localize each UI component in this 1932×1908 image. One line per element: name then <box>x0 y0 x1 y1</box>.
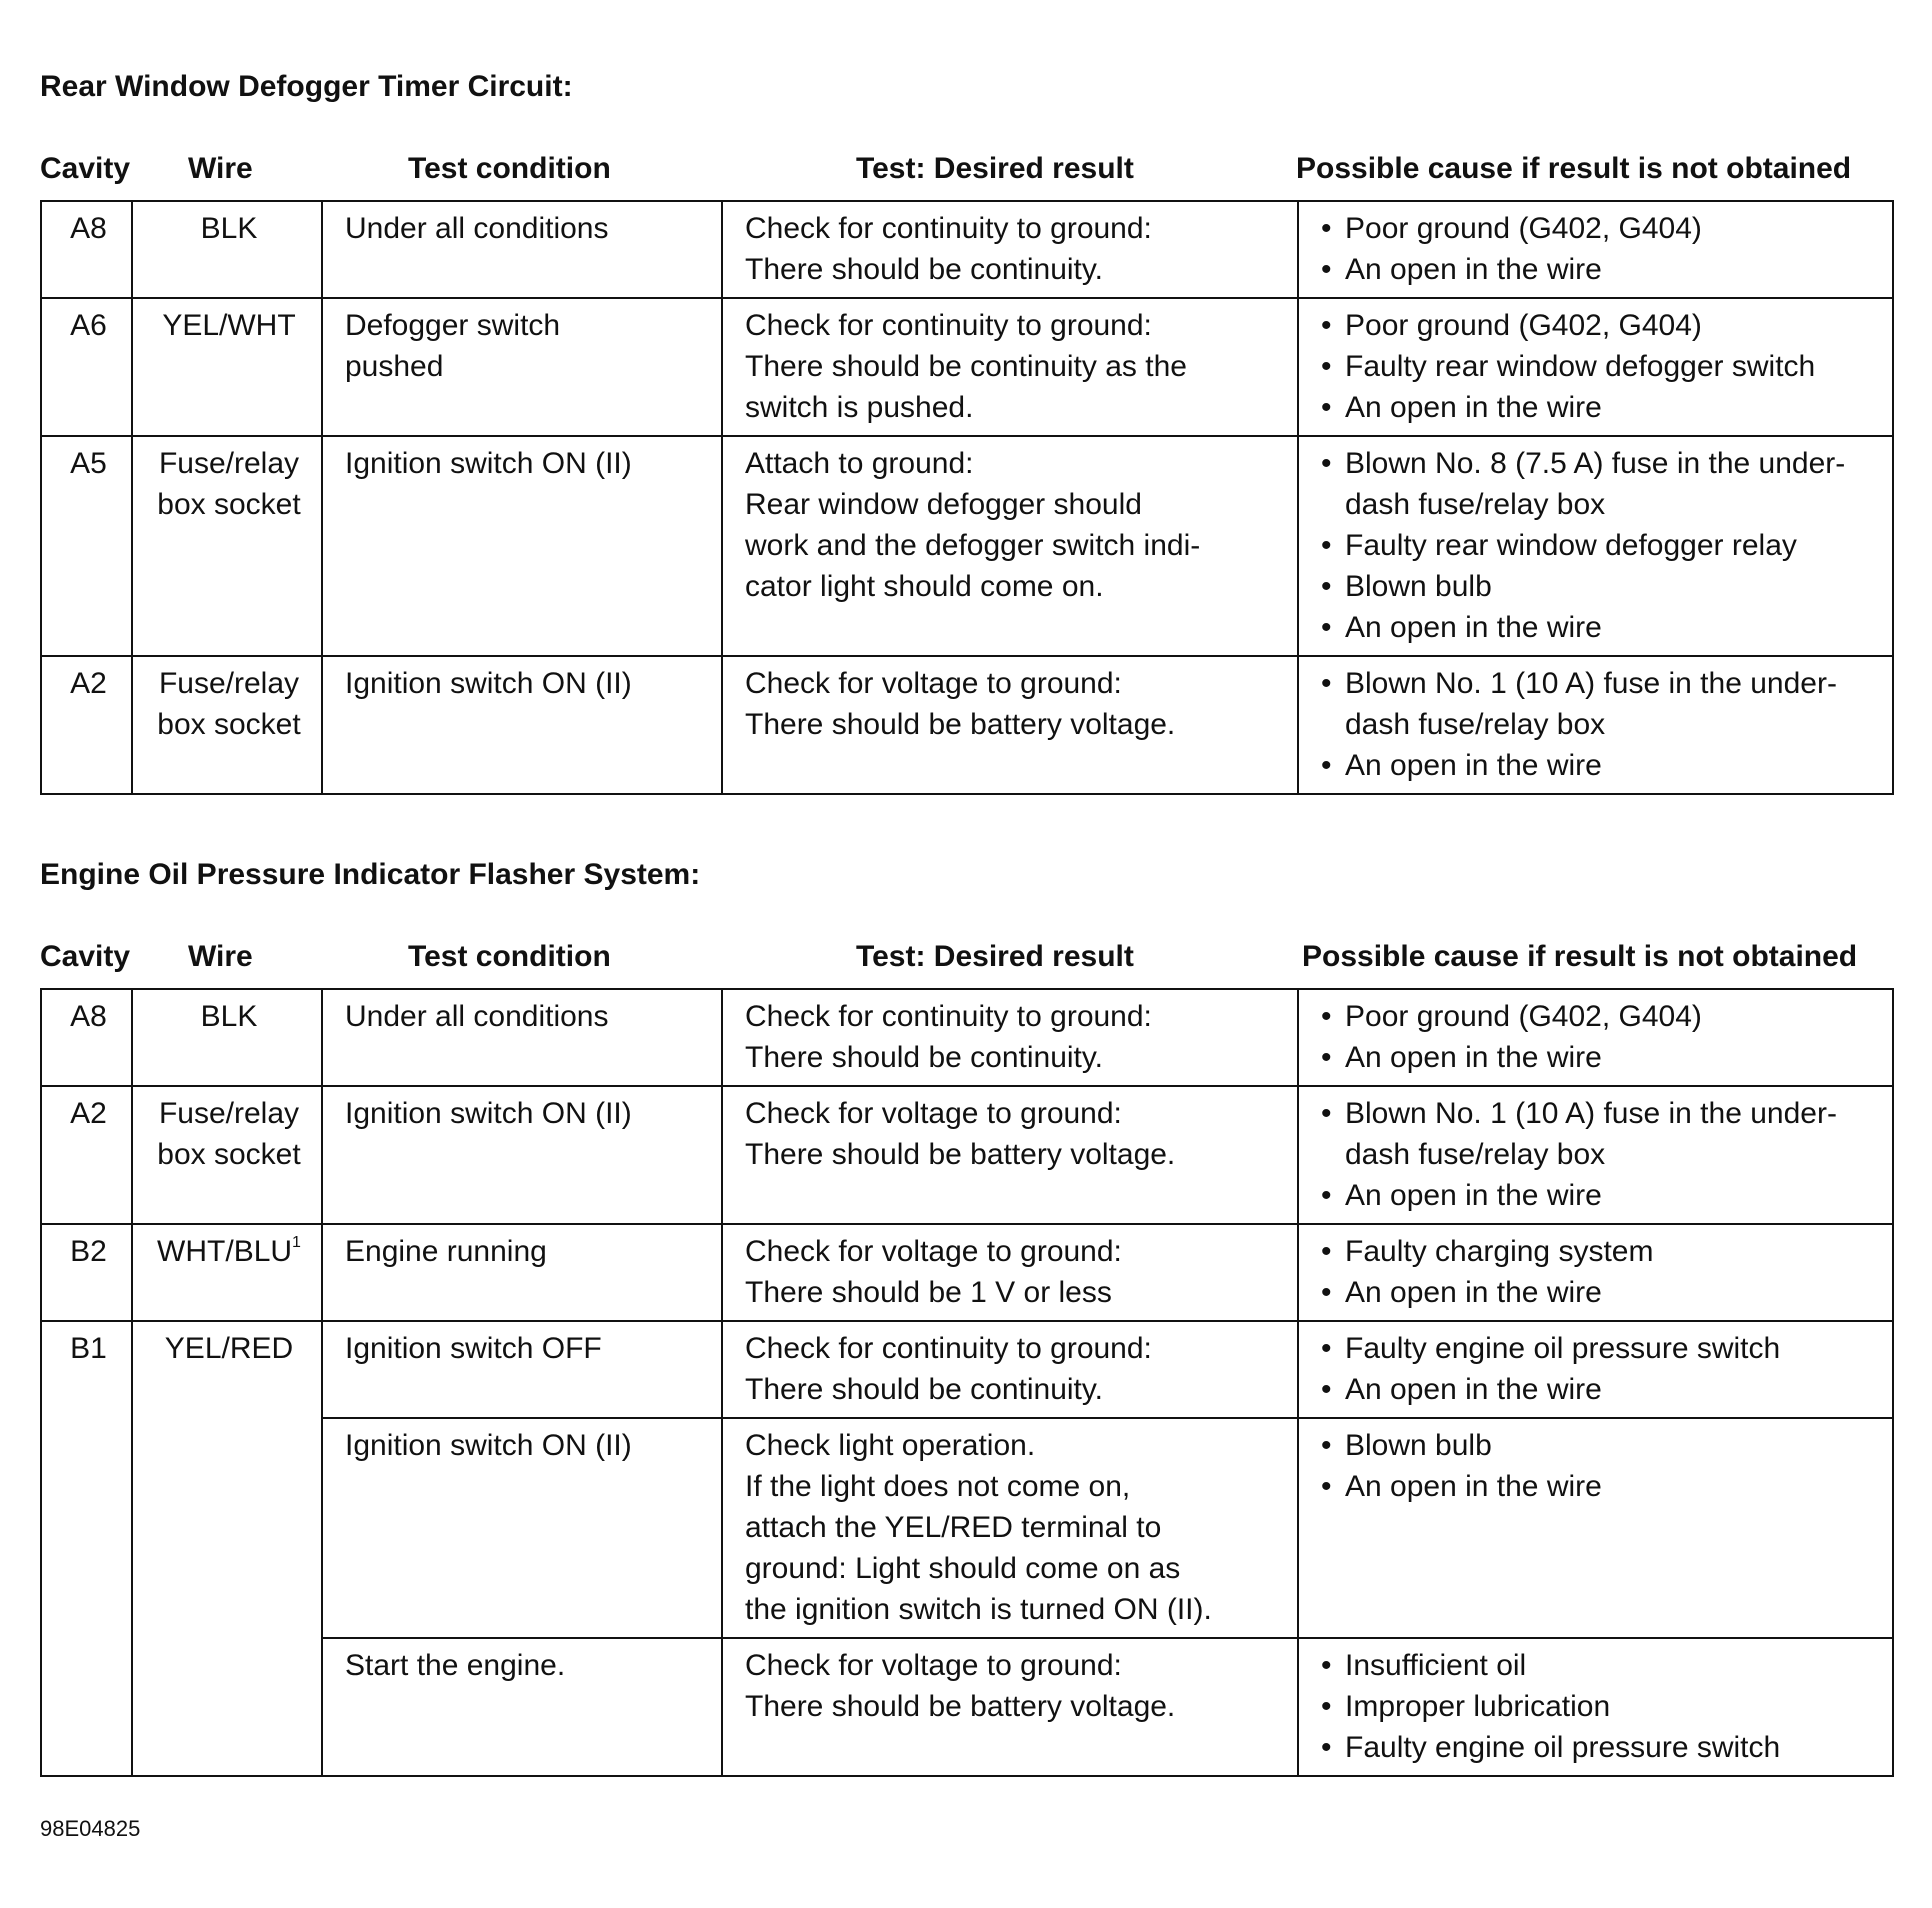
cause-item: • Blown No. 1 (10 A) fuse in the under-dash fuse/relay box <box>1321 1093 1874 1175</box>
cause-item: • An open in the wire <box>1321 1175 1874 1216</box>
possible-cause-cell <box>1298 1321 1893 1418</box>
cause-list <box>1321 1425 1874 1507</box>
condition-line: Ignition switch ON (II) <box>345 447 632 480</box>
result-line: the ignition switch is turned ON (II). <box>745 1593 1212 1626</box>
cause-item: • An open in the wire <box>1321 387 1874 428</box>
desired-result-cell <box>722 1086 1298 1224</box>
possible-cause-cell <box>1298 298 1893 436</box>
condition-line: Engine running <box>345 1235 547 1268</box>
result-line: Attach to ground: <box>745 447 974 480</box>
desired-result-cell <box>722 1638 1298 1776</box>
wire-label: box socket <box>157 1138 301 1171</box>
cause-item: • Poor ground (G402, G404) <box>1321 208 1874 249</box>
condition-line: Under all conditions <box>345 212 609 245</box>
possible-cause-cell <box>1298 436 1893 656</box>
cause-item: • Poor ground (G402, G404) <box>1321 305 1874 346</box>
condition-line: Ignition switch ON (II) <box>345 1097 632 1130</box>
result-line: Check for voltage to ground: <box>745 667 1122 700</box>
result-line: If the light does not come on, <box>745 1470 1131 1503</box>
table-row <box>41 1224 1893 1321</box>
wire-label: BLK <box>200 212 258 245</box>
cause-item: • Faulty rear window defogger relay <box>1321 525 1874 566</box>
condition-line: pushed <box>345 350 444 383</box>
test-condition-cell <box>322 1086 722 1224</box>
wire-cell <box>132 201 322 298</box>
cause-item: • Improper lubrication <box>1321 1686 1874 1727</box>
desired-result-cell <box>722 656 1298 794</box>
wire-label: box socket <box>157 488 301 521</box>
result-line: There should be 1 V or less <box>745 1276 1112 1309</box>
test-condition-cell <box>322 298 722 436</box>
result-line: Check for voltage to ground: <box>745 1649 1122 1682</box>
header-wire: Wire <box>188 152 253 185</box>
condition-line: Under all conditions <box>345 1000 609 1033</box>
result-line: work and the defogger switch indi- <box>745 529 1201 562</box>
test-condition-cell <box>322 1224 722 1321</box>
section-title-oil-pressure: Engine Oil Pressure Indicator Flasher System: <box>40 858 701 891</box>
wire-label: BLK <box>200 1000 258 1033</box>
test-condition-cell <box>322 656 722 794</box>
result-line: There should be battery voltage. <box>745 1138 1176 1171</box>
oil-pressure-table-block <box>40 918 1892 1777</box>
cause-item: • An open in the wire <box>1321 745 1874 786</box>
possible-cause-cell <box>1298 656 1893 794</box>
possible-cause-cell <box>1298 201 1893 298</box>
wire-label: box socket <box>157 708 301 741</box>
header-cavity: Cavity <box>40 940 131 973</box>
wire-label: YEL/WHT <box>162 309 296 342</box>
cause-item: • An open in the wire <box>1321 249 1874 290</box>
oil-pressure-table-body <box>41 989 1893 1776</box>
section-title-defogger: Rear Window Defogger Timer Circuit: <box>40 70 573 103</box>
result-line: Rear window defogger should <box>745 488 1142 521</box>
defogger-table-body <box>41 201 1893 794</box>
wire-cell <box>132 1321 322 1776</box>
wire-cell <box>132 656 322 794</box>
cause-item: • Blown No. 8 (7.5 A) fuse in the under-dash fuse/relay box <box>1321 443 1874 525</box>
result-line: There should be continuity. <box>745 1041 1103 1074</box>
result-line: Check for continuity to ground: <box>745 1000 1152 1033</box>
cause-list <box>1321 1328 1874 1410</box>
desired-result-cell <box>722 1321 1298 1418</box>
cavity-cell: A8 <box>41 989 132 1086</box>
desired-result-cell <box>722 1418 1298 1638</box>
cavity-cell: A8 <box>41 201 132 298</box>
cause-item: • Faulty engine oil pressure switch <box>1321 1328 1874 1369</box>
wire-label: Fuse/relay <box>158 667 300 700</box>
cavity-cell: B2 <box>41 1224 132 1321</box>
cause-list <box>1321 305 1874 428</box>
test-condition-cell <box>322 201 722 298</box>
condition-line: Ignition switch ON (II) <box>345 667 632 700</box>
cause-list <box>1321 996 1874 1078</box>
defogger-table-block <box>40 130 1892 795</box>
desired-result-cell <box>722 436 1298 656</box>
result-line: switch is pushed. <box>745 391 974 424</box>
test-condition-cell <box>322 1418 722 1638</box>
cause-item: • An open in the wire <box>1321 607 1874 648</box>
cause-item: • Faulty rear window defogger switch <box>1321 346 1874 387</box>
cavity-cell: A6 <box>41 298 132 436</box>
table-row <box>41 1086 1893 1224</box>
result-line: ground: Light should come on as <box>745 1552 1181 1585</box>
possible-cause-cell <box>1298 1638 1893 1776</box>
wire-label: Fuse/relay <box>158 1097 300 1130</box>
result-line: attach the YEL/RED terminal to <box>745 1511 1162 1544</box>
result-line: There should be continuity. <box>745 1373 1103 1406</box>
wire-cell <box>132 1086 322 1224</box>
test-condition-cell <box>322 436 722 656</box>
table-row <box>41 1321 1893 1418</box>
cause-list <box>1321 208 1874 290</box>
header-test-condition: Test condition <box>408 940 611 973</box>
wire-cell <box>132 436 322 656</box>
possible-cause-cell <box>1298 1418 1893 1638</box>
desired-result-cell <box>722 298 1298 436</box>
header-test-condition: Test condition <box>408 152 611 185</box>
condition-line: Ignition switch ON (II) <box>345 1429 632 1462</box>
cause-list <box>1321 443 1874 648</box>
possible-cause-cell <box>1298 1086 1893 1224</box>
table-row <box>41 989 1893 1086</box>
cause-item: • Faulty charging system <box>1321 1231 1874 1272</box>
header-cavity: Cavity <box>40 152 131 185</box>
cause-list <box>1321 663 1874 786</box>
cause-item: • Blown bulb <box>1321 566 1874 607</box>
table-row <box>41 298 1893 436</box>
table-row <box>41 201 1893 298</box>
cause-list <box>1321 1645 1874 1768</box>
cause-list <box>1321 1093 1874 1216</box>
document-id: 98E04825 <box>40 1816 141 1841</box>
desired-result-cell <box>722 1224 1298 1321</box>
wire-label: Fuse/relay <box>158 447 300 480</box>
result-line: There should be continuity. <box>745 253 1103 286</box>
defogger-table <box>40 200 1894 795</box>
header-wire: Wire <box>188 940 253 973</box>
cavity-cell: A5 <box>41 436 132 656</box>
desired-result-cell <box>722 989 1298 1086</box>
cause-item: • An open in the wire <box>1321 1369 1874 1410</box>
cause-item: • An open in the wire <box>1321 1272 1874 1313</box>
table-header <box>40 130 1892 200</box>
table-row <box>41 656 1893 794</box>
result-line: Check for continuity to ground: <box>745 212 1152 245</box>
header-possible-cause: Possible cause if result is not obtained <box>1296 152 1852 185</box>
wire-cell <box>132 1224 322 1321</box>
result-line: Check light operation. <box>745 1429 1036 1462</box>
possible-cause-cell <box>1298 1224 1893 1321</box>
cavity-cell: A2 <box>41 656 132 794</box>
condition-line: Ignition switch OFF <box>345 1332 602 1365</box>
possible-cause-cell <box>1298 989 1893 1086</box>
wire-label: YEL/RED <box>164 1332 294 1365</box>
condition-line: Start the engine. <box>345 1649 566 1682</box>
test-condition-cell <box>322 989 722 1086</box>
cause-item: • Blown bulb <box>1321 1425 1874 1466</box>
test-condition-cell <box>322 1321 722 1418</box>
cause-item: • Blown No. 1 (10 A) fuse in the under-dash fuse/relay box <box>1321 663 1874 745</box>
result-line: Check for continuity to ground: <box>745 1332 1152 1365</box>
header-desired-result: Test: Desired result <box>856 152 1134 185</box>
wire-footnote-marker: 1 <box>292 1234 301 1251</box>
cause-item: • An open in the wire <box>1321 1037 1874 1078</box>
result-line: There should be battery voltage. <box>745 708 1176 741</box>
result-line: There should be battery voltage. <box>745 1690 1176 1723</box>
cause-item: • Faulty engine oil pressure switch <box>1321 1727 1874 1768</box>
cavity-cell: A2 <box>41 1086 132 1224</box>
wire-cell <box>132 298 322 436</box>
result-line: There should be continuity as the <box>745 350 1187 383</box>
header-possible-cause: Possible cause if result is not obtained <box>1302 940 1858 973</box>
result-line: cator light should come on. <box>745 570 1104 603</box>
oil-pressure-table <box>40 988 1894 1777</box>
result-line: Check for voltage to ground: <box>745 1097 1122 1130</box>
test-condition-cell <box>322 1638 722 1776</box>
cavity-cell: B1 <box>41 1321 132 1776</box>
wire-cell <box>132 989 322 1086</box>
cause-list <box>1321 1231 1874 1313</box>
table-row <box>41 436 1893 656</box>
result-line: Check for voltage to ground: <box>745 1235 1122 1268</box>
header-desired-result: Test: Desired result <box>856 940 1134 973</box>
cause-item: • An open in the wire <box>1321 1466 1874 1507</box>
wire-label: WHT/BLU <box>157 1235 293 1268</box>
condition-line: Defogger switch <box>345 309 561 342</box>
cause-item: • Poor ground (G402, G404) <box>1321 996 1874 1037</box>
table-header <box>40 918 1892 988</box>
result-line: Check for continuity to ground: <box>745 309 1152 342</box>
cause-item: • Insufficient oil <box>1321 1645 1874 1686</box>
desired-result-cell <box>722 201 1298 298</box>
